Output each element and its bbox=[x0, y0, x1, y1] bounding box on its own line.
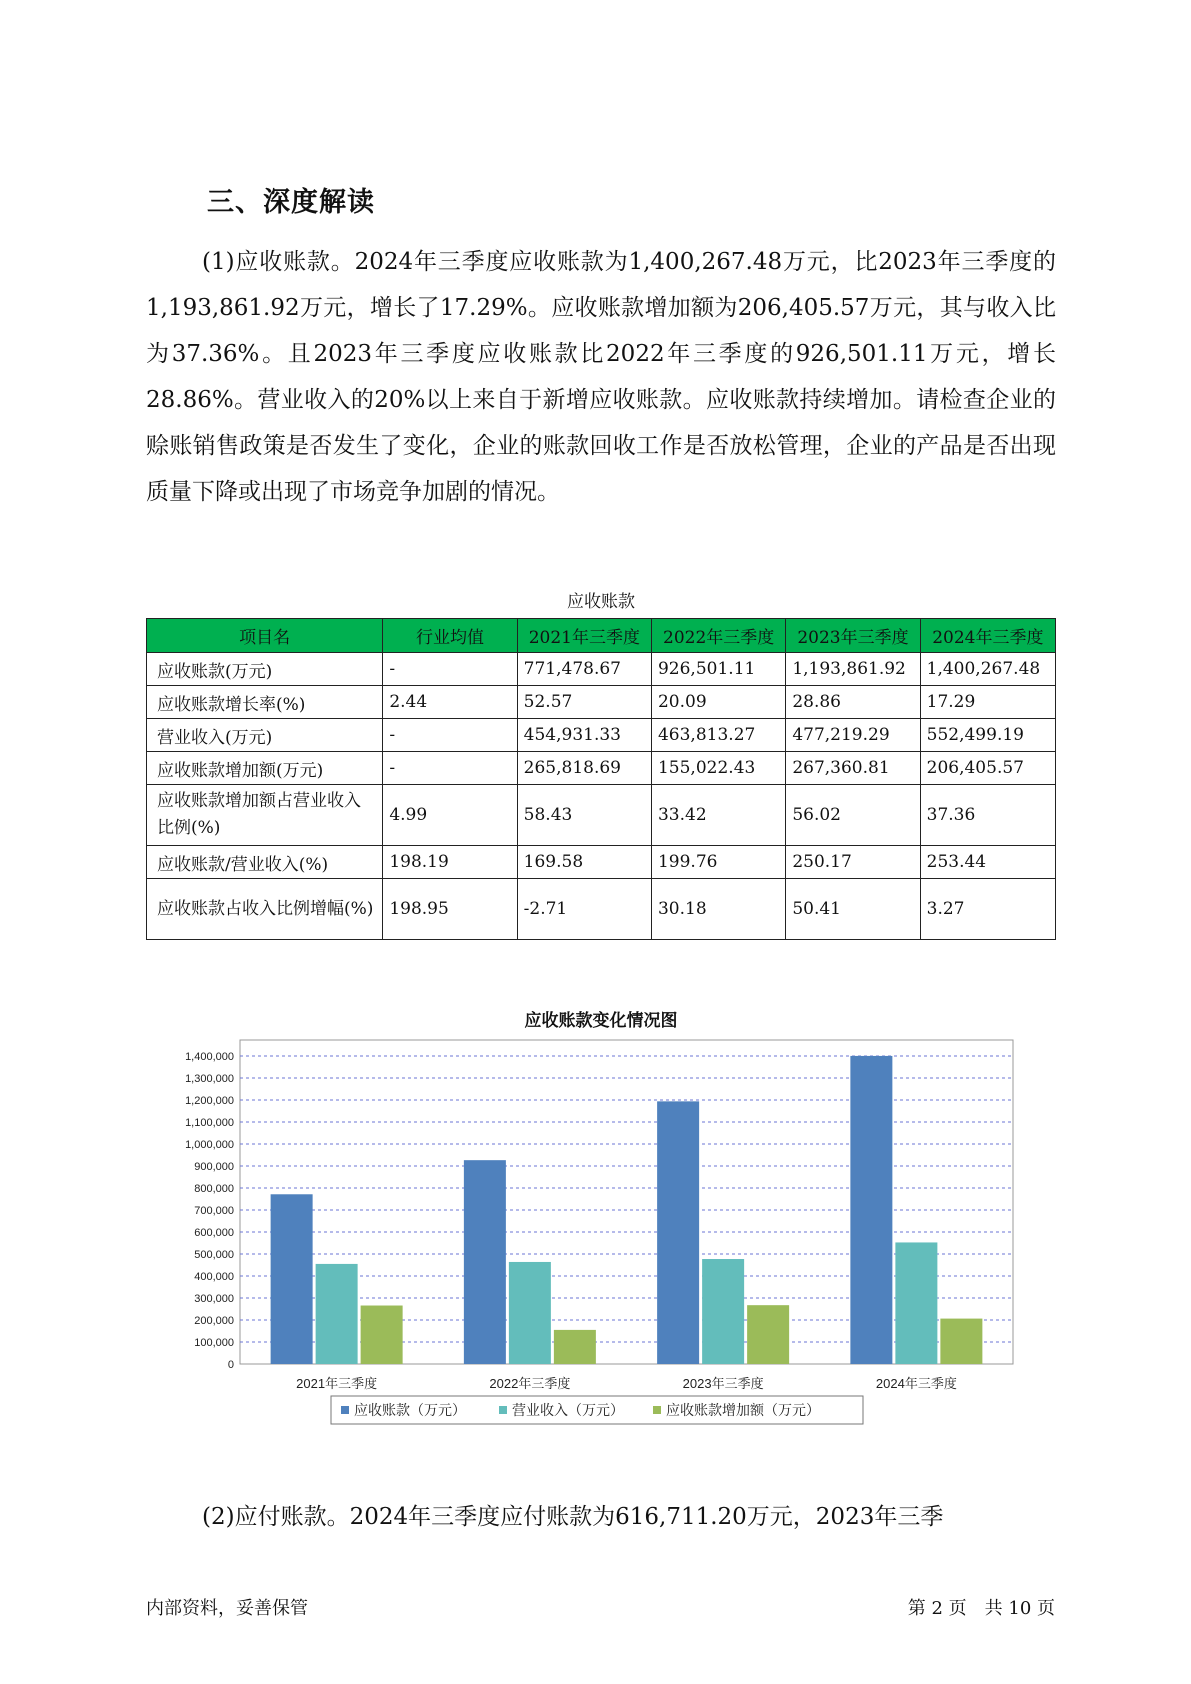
bar bbox=[554, 1330, 596, 1364]
table-cell: 56.02 bbox=[786, 785, 920, 846]
table-cell: 169.58 bbox=[517, 846, 651, 879]
table-cell: 1,400,267.48 bbox=[920, 653, 1055, 686]
table-cell: - bbox=[383, 653, 517, 686]
bar bbox=[747, 1305, 789, 1364]
bar bbox=[895, 1242, 937, 1364]
table-cell: 926,501.11 bbox=[651, 653, 785, 686]
table-cell: 应收账款增加额(万元) bbox=[147, 752, 383, 785]
table-cell: 206,405.57 bbox=[920, 752, 1055, 785]
table-cell: 58.43 bbox=[517, 785, 651, 846]
x-tick-label: 2024年三季度 bbox=[875, 1376, 957, 1391]
bar bbox=[271, 1194, 313, 1364]
table-cell: 454,931.33 bbox=[517, 719, 651, 752]
y-tick-label: 100,000 bbox=[194, 1337, 234, 1349]
table-cell: 营业收入(万元) bbox=[147, 719, 383, 752]
y-tick-label: 300,000 bbox=[194, 1293, 234, 1305]
header-2021q3: 2021年三季度 bbox=[517, 619, 651, 653]
bar bbox=[316, 1264, 358, 1364]
section-heading: 三、深度解读 bbox=[207, 187, 375, 218]
table-cell: 33.42 bbox=[651, 785, 785, 846]
table-cell: 250.17 bbox=[786, 846, 920, 879]
footer-confidential-note: 内部资料，妥善保管 bbox=[146, 1598, 308, 1619]
header-item-name: 项目名 bbox=[147, 619, 383, 653]
table-cell: 199.76 bbox=[651, 846, 785, 879]
bar bbox=[657, 1101, 699, 1364]
bar bbox=[464, 1160, 506, 1364]
header-industry-avg: 行业均值 bbox=[383, 619, 517, 653]
table-cell: 应收账款占收入比例增幅(%) bbox=[147, 879, 383, 940]
header-2024q3: 2024年三季度 bbox=[920, 619, 1055, 653]
table-cell: 198.19 bbox=[383, 846, 517, 879]
table-cell: 30.18 bbox=[651, 879, 785, 940]
legend-label: 应收账款增加额（万元） bbox=[666, 1402, 820, 1418]
x-tick-label: 2023年三季度 bbox=[682, 1376, 764, 1391]
table-cell: -2.71 bbox=[517, 879, 651, 940]
table-cell: 155,022.43 bbox=[651, 752, 785, 785]
legend-swatch bbox=[653, 1406, 661, 1414]
y-tick-label: 400,000 bbox=[194, 1271, 234, 1283]
table-cell: 265,818.69 bbox=[517, 752, 651, 785]
table-cell: 50.41 bbox=[786, 879, 920, 940]
bar bbox=[850, 1056, 892, 1364]
table-cell: 52.57 bbox=[517, 686, 651, 719]
table-cell: 198.95 bbox=[383, 879, 517, 940]
table-cell: 应收账款增加额占营业收入比例(%) bbox=[147, 785, 383, 846]
table-row bbox=[147, 653, 1056, 686]
y-tick-label: 600,000 bbox=[194, 1227, 234, 1239]
table-row bbox=[147, 846, 1056, 879]
x-tick-label: 2021年三季度 bbox=[296, 1376, 378, 1391]
table-cell: 771,478.67 bbox=[517, 653, 651, 686]
receivables-table bbox=[146, 618, 1056, 940]
table-row bbox=[147, 719, 1056, 752]
y-tick-label: 700,000 bbox=[194, 1205, 234, 1217]
table-header-row bbox=[147, 619, 1056, 653]
legend-swatch bbox=[341, 1406, 349, 1414]
y-tick-label: 200,000 bbox=[194, 1315, 234, 1327]
footer-page-number: 第 2 页 共 10 页 bbox=[907, 1598, 1055, 1619]
y-tick-label: 1,100,000 bbox=[185, 1117, 234, 1129]
payables-paragraph: (2)应付账款。2024年三季度应付账款为616,711.20万元，2023年三季 bbox=[202, 1504, 944, 1530]
bar bbox=[940, 1319, 982, 1364]
table-cell: 2.44 bbox=[383, 686, 517, 719]
table-cell: 477,219.29 bbox=[786, 719, 920, 752]
y-tick-label: 1,400,000 bbox=[185, 1051, 234, 1063]
table-cell: - bbox=[383, 719, 517, 752]
table-cell: 应收账款增长率(%) bbox=[147, 686, 383, 719]
legend-swatch bbox=[499, 1406, 507, 1414]
receivables-bar-chart bbox=[146, 1030, 1056, 1460]
bar bbox=[702, 1259, 744, 1364]
table-row bbox=[147, 879, 1056, 940]
table-cell: 1,193,861.92 bbox=[786, 653, 920, 686]
table-cell: 552,499.19 bbox=[920, 719, 1055, 752]
table-cell: 3.27 bbox=[920, 879, 1055, 940]
table-cell: 4.99 bbox=[383, 785, 517, 846]
table-cell: - bbox=[383, 752, 517, 785]
y-tick-label: 900,000 bbox=[194, 1161, 234, 1173]
table-cell: 20.09 bbox=[651, 686, 785, 719]
y-tick-label: 1,200,000 bbox=[185, 1095, 234, 1107]
y-tick-label: 1,300,000 bbox=[185, 1073, 234, 1085]
receivables-paragraph: (1)应收账款。2024年三季度应收账款为1,400,267.48万元，比2023年三季度的1,193,861.92万元，增长了17.29%。应收账款增加额为206,405.57万元，其与收入比为37.36%。且2023年三季度应收账款比2022年三季度的926,501.11万元，增长28.86%。营业收入的20%以上来自于新增应收账款。应收账款持续增加。请检查企业的赊账销售政策是否发生了变化，企业的账款回收工作是否放松管理，企业的产品是否出现质量下降或出现了市场竞争加剧的情况。 bbox=[146, 249, 1056, 505]
y-tick-label: 800,000 bbox=[194, 1183, 234, 1195]
header-2022q3: 2022年三季度 bbox=[651, 619, 785, 653]
header-2023q3: 2023年三季度 bbox=[786, 619, 920, 653]
legend-label: 营业收入（万元） bbox=[512, 1402, 624, 1418]
chart-title: 应收账款变化情况图 bbox=[524, 1011, 678, 1031]
bar bbox=[361, 1306, 403, 1364]
table-cell: 17.29 bbox=[920, 686, 1055, 719]
table-cell: 267,360.81 bbox=[786, 752, 920, 785]
table-cell: 463,813.27 bbox=[651, 719, 785, 752]
table-cell: 37.36 bbox=[920, 785, 1055, 846]
y-tick-label: 0 bbox=[227, 1359, 234, 1371]
y-tick-label: 1,000,000 bbox=[185, 1139, 234, 1151]
legend-label: 应收账款（万元） bbox=[354, 1402, 466, 1418]
table-row bbox=[147, 785, 1056, 846]
table-cell: 应收账款/营业收入(%) bbox=[147, 846, 383, 879]
table-row bbox=[147, 752, 1056, 785]
table-cell: 253.44 bbox=[920, 846, 1055, 879]
table-caption: 应收账款 bbox=[567, 592, 635, 612]
bar bbox=[509, 1262, 551, 1364]
y-tick-label: 500,000 bbox=[194, 1249, 234, 1261]
table-cell: 28.86 bbox=[786, 686, 920, 719]
table-cell: 应收账款(万元) bbox=[147, 653, 383, 686]
table-row bbox=[147, 686, 1056, 719]
x-tick-label: 2022年三季度 bbox=[489, 1376, 571, 1391]
